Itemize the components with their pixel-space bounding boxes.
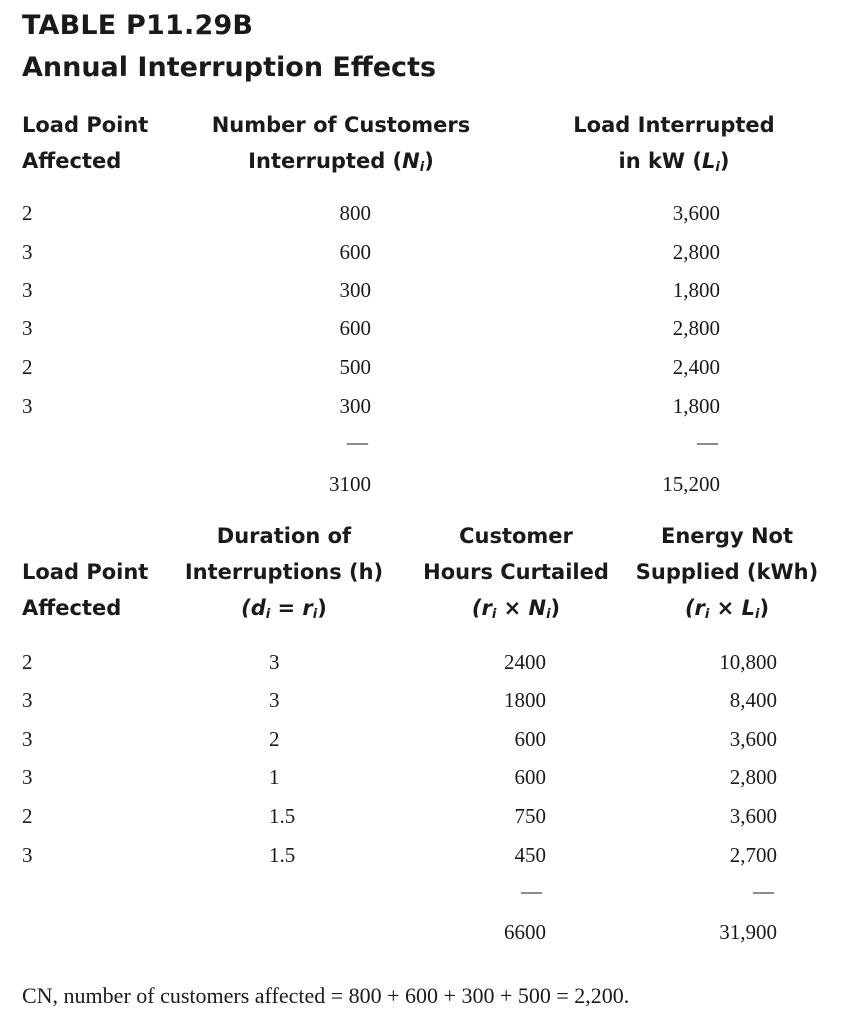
- table-cell: 3,600: [729, 804, 777, 828]
- table-cell: 2,400: [672, 355, 720, 379]
- table-cell: 2,800: [729, 765, 777, 789]
- table-cell: 800: [339, 201, 371, 225]
- table-row: 3: [22, 843, 33, 867]
- table-cell: 1.5: [269, 843, 296, 867]
- table-cell: 600: [339, 316, 371, 340]
- sum-rule: —: [753, 879, 774, 903]
- table-cell: 1.5: [269, 804, 296, 828]
- table-cell: 3,600: [672, 201, 720, 225]
- table-row: 3: [22, 316, 33, 340]
- table-row: 3: [22, 240, 33, 264]
- table-cell: 3,600: [729, 727, 777, 751]
- table-cell: 300: [339, 278, 371, 302]
- table-cell: 600: [514, 727, 546, 751]
- table-cell: 8,400: [729, 688, 777, 712]
- sum-rule: —: [697, 430, 718, 454]
- table-cell: 2400: [504, 650, 546, 674]
- t2-header-load-point: Load Point Affected: [22, 560, 149, 620]
- table-cell: 10,800: [719, 650, 777, 674]
- table-cell: 2,800: [672, 316, 720, 340]
- t2-header-energy: Energy Not Supplied (kWh) $(r_i \times L_i)$: [635, 524, 819, 622]
- t1-header-load-point: Load Point Affected: [22, 113, 149, 173]
- table-id: TABLE P11.29B: [22, 10, 254, 41]
- total-load: 15,200: [662, 472, 720, 496]
- table-cell: 2: [269, 727, 280, 751]
- table-row: 2: [22, 650, 33, 674]
- footnote: CN, number of customers affected = 800 + 600 + 300 + 500 = 2,200.: [22, 983, 630, 1008]
- table-cell: 1,800: [672, 278, 720, 302]
- t1-header-load-interrupted: Load Interrupted in kW $(L_i)$: [573, 113, 775, 175]
- sum-rule: —: [521, 879, 542, 903]
- table-cell: 2,800: [672, 240, 720, 264]
- table-cell: 600: [339, 240, 371, 264]
- table-cell: 1,800: [672, 394, 720, 418]
- table-cell: 600: [514, 765, 546, 789]
- table-cell: 2,700: [729, 843, 777, 867]
- table-title: Annual Interruption Effects: [22, 52, 437, 83]
- table-cell: 450: [514, 843, 546, 867]
- table-cell: 300: [339, 394, 371, 418]
- table-row: 3: [22, 727, 33, 751]
- t1-header-customers: Number of Customers Interrupted $(N_i)$: [211, 113, 471, 175]
- table-cell: 1: [269, 765, 280, 789]
- table-row: 3: [22, 688, 33, 712]
- table-cell: 1800: [504, 688, 546, 712]
- table-cell: 3: [269, 650, 280, 674]
- table-cell: 3: [269, 688, 280, 712]
- table-cell: 500: [339, 355, 371, 379]
- table-row: 3: [22, 278, 33, 302]
- total-customer-hours: 6600: [504, 920, 546, 944]
- total-energy: 31,900: [719, 920, 777, 944]
- table-cell: 750: [514, 804, 546, 828]
- table-row: 2: [22, 355, 33, 379]
- table-row: 3: [22, 765, 33, 789]
- sum-rule: —: [347, 430, 368, 454]
- t2-header-customer-hours: Customer Hours Curtailed $(r_i \times N_i)$: [423, 524, 609, 622]
- t2-header-duration: Duration of Interruptions (h) $(d_i = r_i)$: [184, 524, 384, 622]
- table-row: 2: [22, 201, 33, 225]
- total-customers: 3100: [329, 472, 371, 496]
- table-row: 3: [22, 394, 33, 418]
- table-row: 2: [22, 804, 33, 828]
